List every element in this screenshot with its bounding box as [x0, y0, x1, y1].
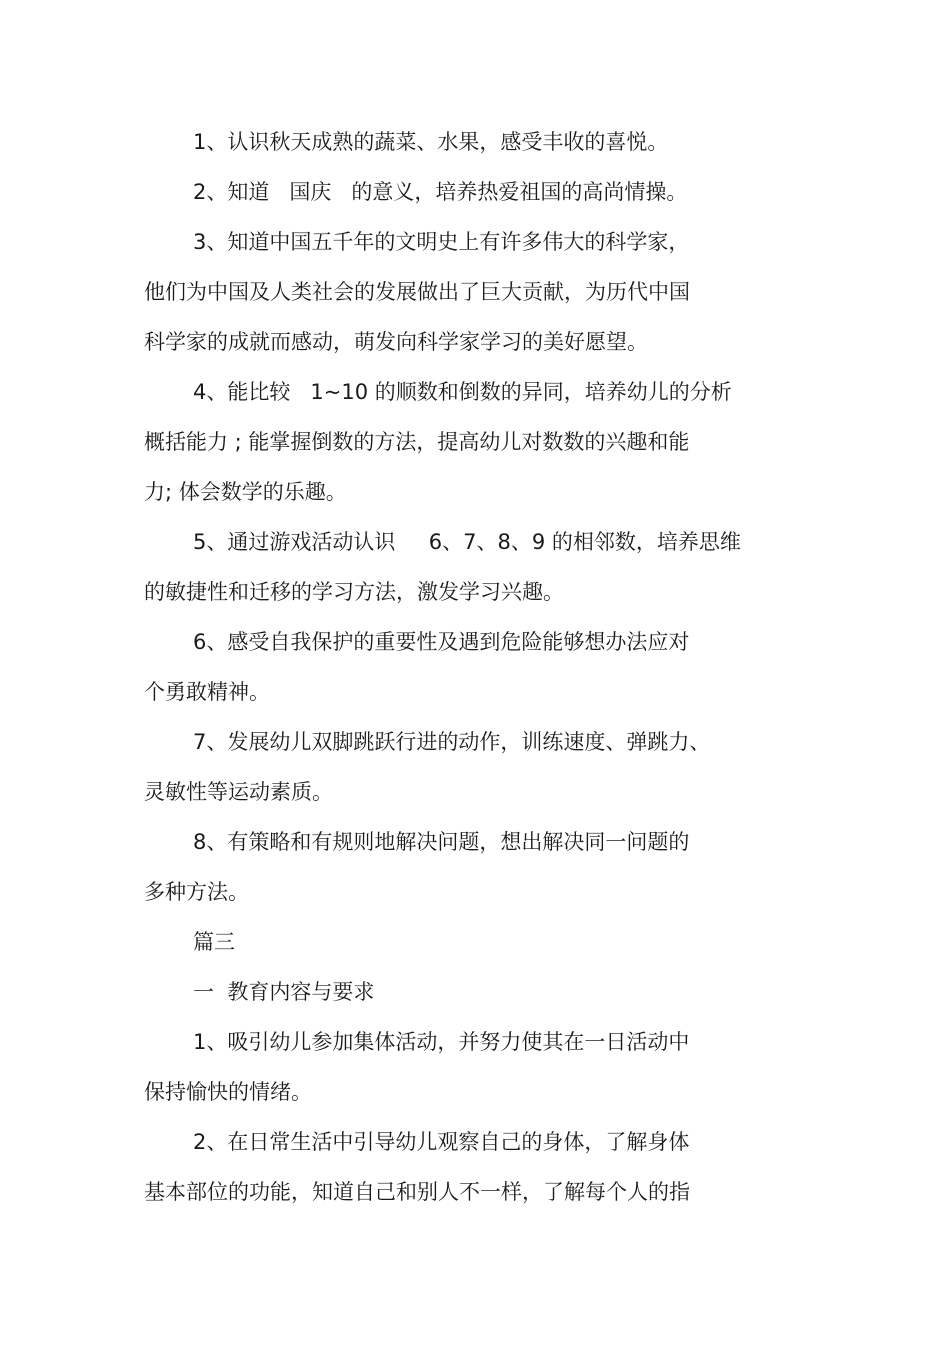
- item-1-line-1: 1、吸引幼儿参加集体活动，并努力使其在一日活动中: [193, 1030, 690, 1054]
- goal-3-line-2: 他们为中国及人类社会的发展做出了巨大贡献，为历代中国: [144, 280, 690, 304]
- item-1-line-2: 保持愉快的情绪。: [144, 1080, 312, 1104]
- goal-5-line-2: 的敏捷性和迁移的学习方法，激发学习兴趣。: [144, 580, 564, 604]
- goal-4-line-3: 力; 体会数学的乐趣。: [144, 480, 347, 504]
- goal-1-line-1: 1、认识秋天成熟的蔬菜、水果，感受丰收的喜悦。: [193, 130, 669, 154]
- goal-6-line-1: 6、感受自我保护的重要性及遇到危险能够想办法应对: [193, 630, 690, 654]
- item-2-line-2: 基本部位的功能，知道自己和别人不一样，了解每个人的指: [144, 1180, 690, 1204]
- goal-6-line-2: 个勇敢精神。: [144, 680, 270, 704]
- goal-3-line-3: 科学家的成就而感动，萌发向科学家学习的美好愿望。: [144, 330, 648, 354]
- goal-2-line-1: 2、知道 国庆 的意义，培养热爱祖国的高尚情操。: [193, 180, 688, 204]
- goal-4-line-1: 4、能比较 1~10 的顺数和倒数的异同，培养幼儿的分析: [193, 380, 732, 404]
- goal-3-line-1: 3、知道中国五千年的文明史上有许多伟大的科学家，: [193, 230, 690, 254]
- subsection-heading: 一 教育内容与要求: [193, 980, 375, 1004]
- goal-8-line-1: 8、有策略和有规则地解决问题，想出解决同一问题的: [193, 830, 690, 854]
- item-2-line-1: 2、在日常生活中引导幼儿观察自己的身体，了解身体: [193, 1130, 690, 1154]
- goal-4-line-2: 概括能力 ; 能掌握倒数的方法，提高幼儿对数数的兴趣和能: [144, 430, 690, 454]
- goal-7-line-2: 灵敏性等运动素质。: [144, 780, 333, 804]
- section-heading: 篇三: [193, 930, 235, 954]
- goal-8-line-2: 多种方法。: [144, 880, 249, 904]
- goal-7-line-1: 7、发展幼儿双脚跳跃行进的动作，训练速度、弹跳力、: [193, 730, 711, 754]
- goal-5-line-1: 5、通过游戏活动认识 6、7、8、9 的相邻数，培养思维: [193, 530, 741, 554]
